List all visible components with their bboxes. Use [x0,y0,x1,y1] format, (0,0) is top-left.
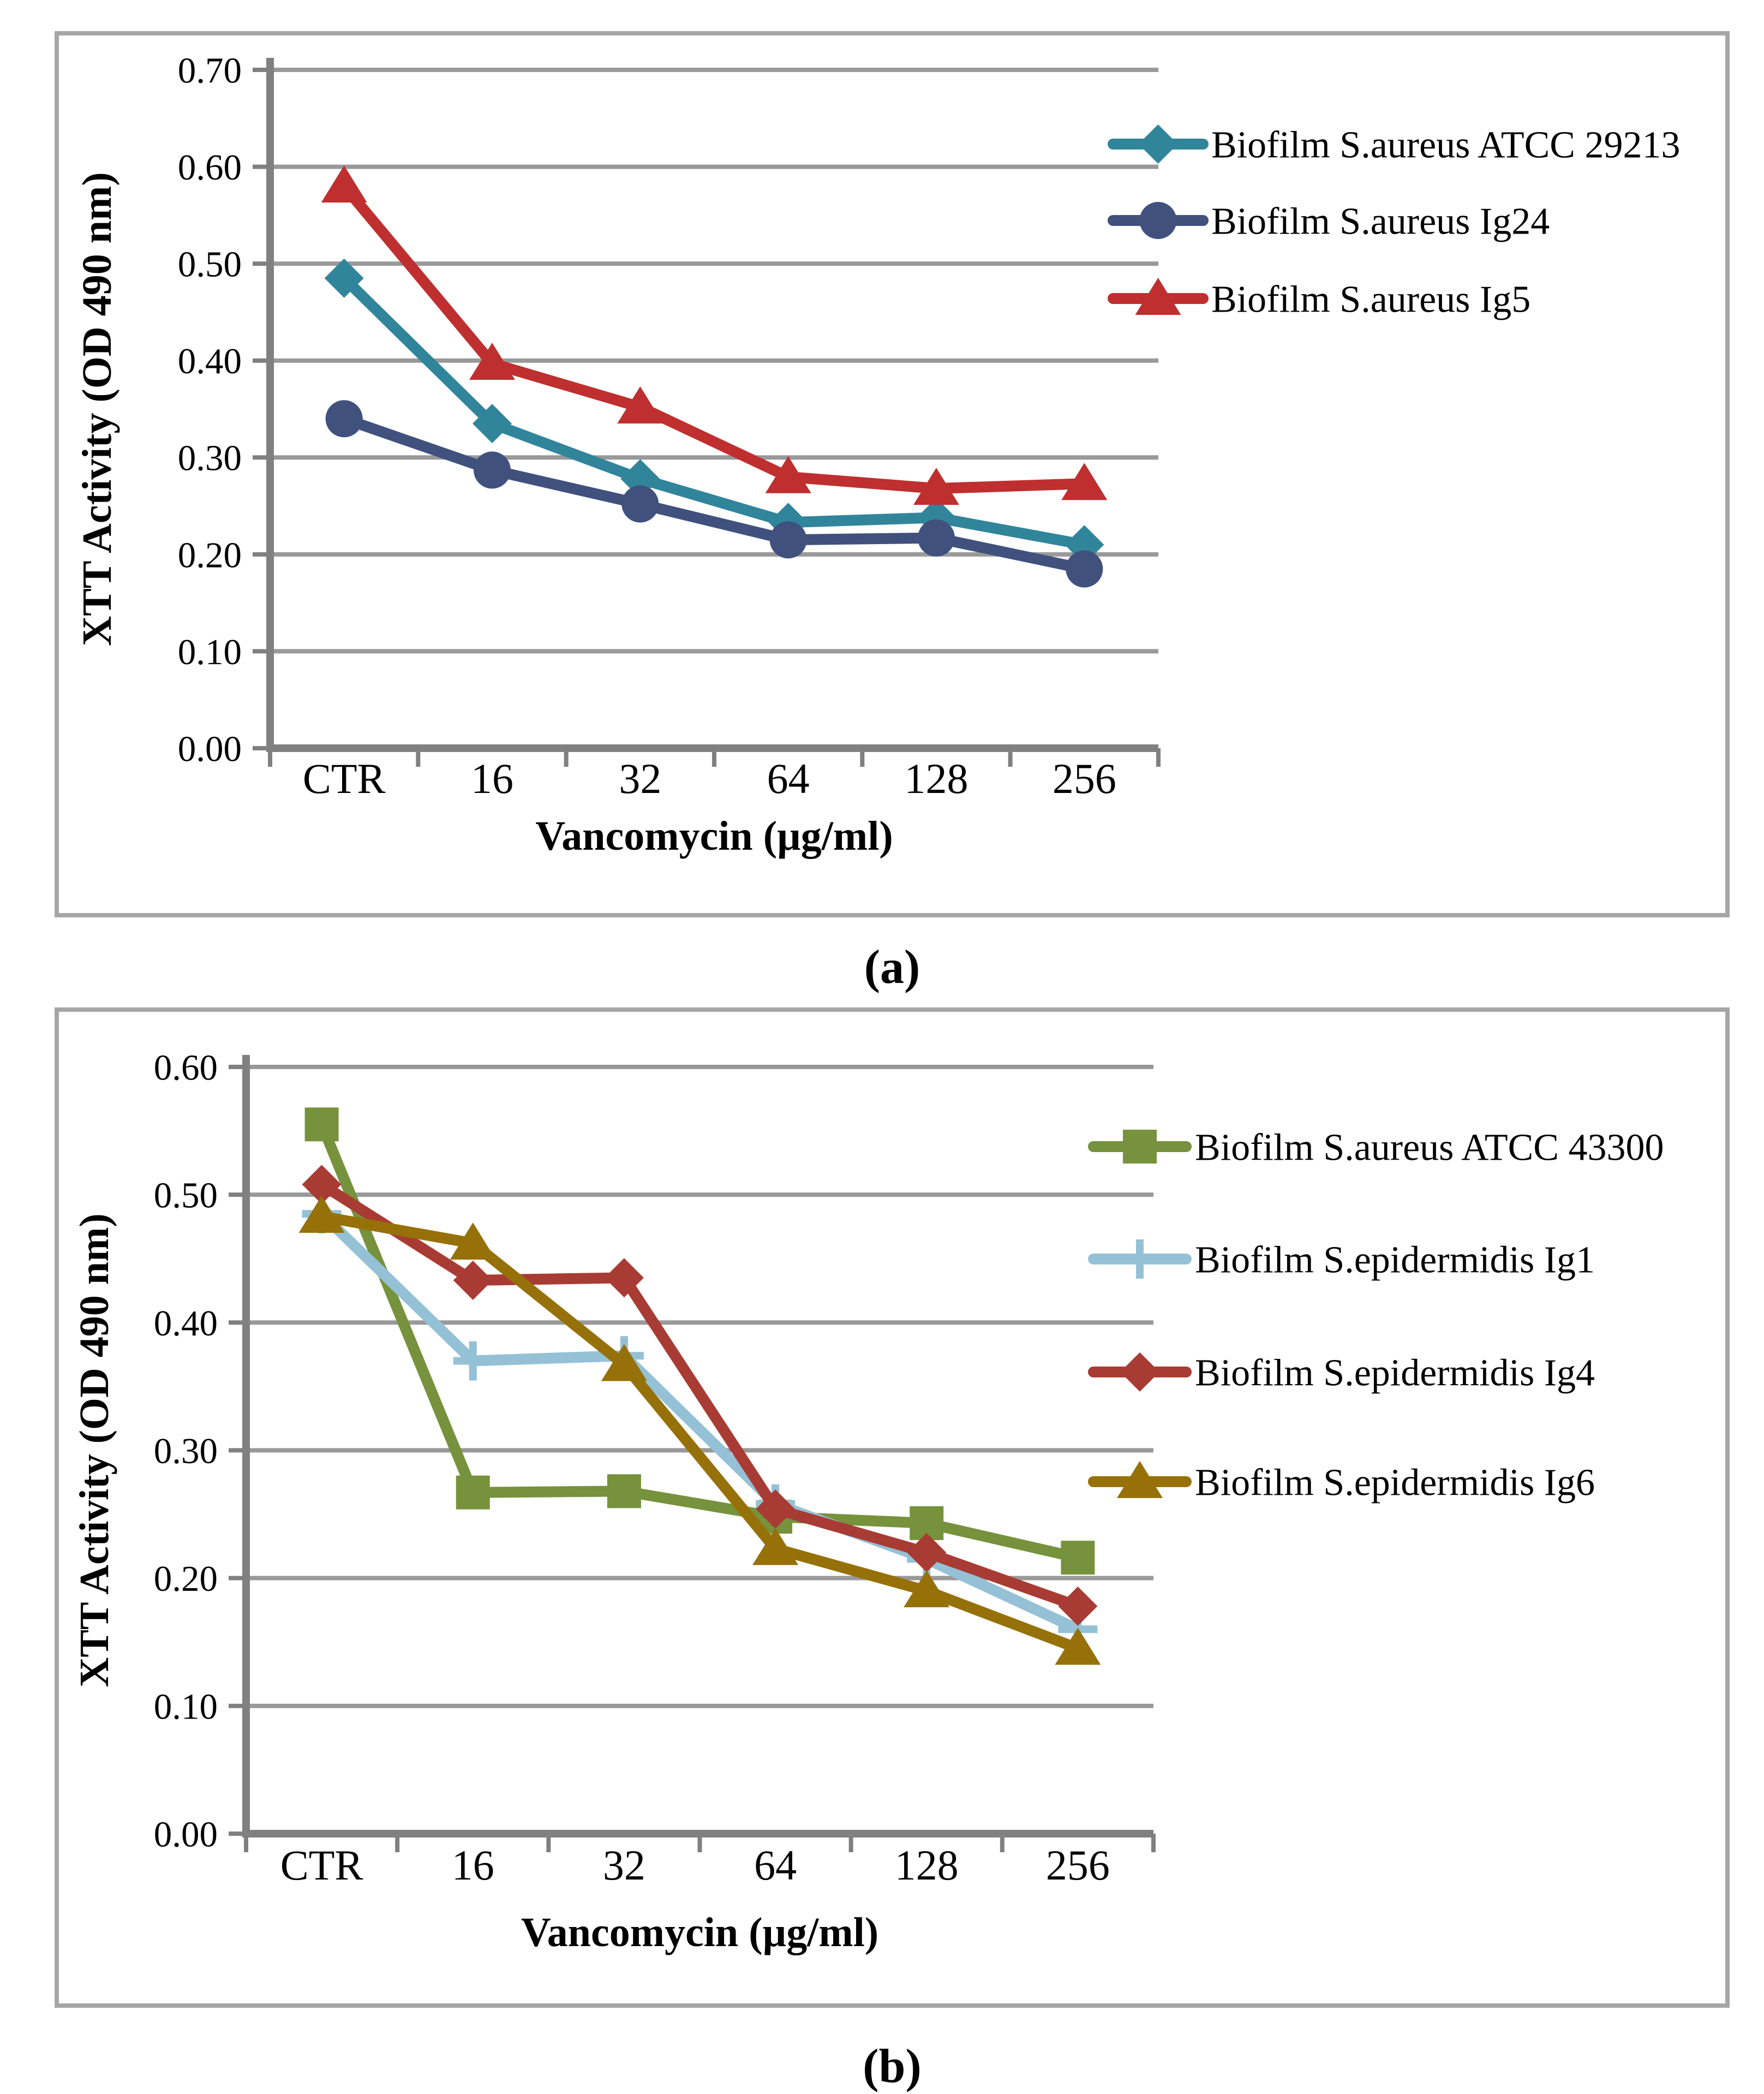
x-tick-labels [303,755,1116,802]
legend-circle-icon [1140,202,1177,239]
y-tick-label: 0.50 [153,1175,218,1216]
y-tick-label: 0.40 [177,341,242,382]
legend-diamond-icon [1139,124,1178,164]
y-tick-label: 0.10 [153,1686,218,1727]
y-tick-label: 0.50 [177,244,242,285]
triangle-marker-icon [321,165,367,202]
x-tick-label: 16 [471,755,513,802]
legend [1093,1127,1664,1504]
legend-label: Biofilm S.aureus ATCC 29213 [1211,124,1681,166]
chart-b-plot [59,1012,1725,2003]
gridlines [270,70,1158,651]
legend-item [1113,278,1530,321]
y-tick-labels [178,50,242,769]
y-tick-label: 0.20 [177,535,242,576]
x-tick-labels [280,1841,1110,1889]
x-tick-label: 128 [904,755,968,802]
square-marker-icon [1061,1541,1095,1574]
circle-marker-icon [326,400,363,437]
circle-marker-icon [474,451,511,488]
y-axis-title: XTT Activity (OD 490 nm) [71,1213,117,1687]
x-axis-title: Vancomycin (µg/ml) [535,813,893,859]
square-marker-icon [607,1474,641,1508]
x-tick-label: 128 [894,1841,959,1889]
x-tick-label: 64 [767,755,810,802]
series-1 [326,400,1103,587]
legend-diamond-icon [1120,1352,1159,1392]
legend-label: Biofilm S.epidermidis Ig1 [1195,1239,1595,1281]
x-tick-label: CTR [302,755,386,802]
series-line [344,186,1085,488]
legend-label: Biofilm S.aureus Ig24 [1211,200,1550,243]
series-1 [302,1194,1098,1649]
legend-plus-icon [1120,1239,1159,1279]
y-tick-label: 0.00 [177,729,242,769]
y-tick-label: 0.40 [153,1303,218,1344]
y-tick-label: 0.00 [153,1814,218,1855]
chart-panel-a [55,31,1730,917]
x-tick-label: CTR [280,1841,363,1889]
x-axis-title: Vancomycin (µg/ml) [521,1910,879,1955]
square-marker-icon [305,1107,339,1141]
square-marker-icon [456,1476,490,1510]
legend-item [1113,201,1550,243]
caption-a: (a) [864,941,920,994]
x-tick-label: 16 [451,1841,494,1889]
circle-marker-icon [918,520,955,557]
y-tick-label: 0.70 [177,50,242,91]
y-tick-label: 0.60 [153,1047,218,1088]
circle-marker-icon [770,521,807,558]
legend-item [1093,1461,1595,1504]
x-tick-label: 32 [602,1841,645,1889]
legend-label: Biofilm S.epidermidis Ig4 [1195,1352,1595,1394]
y-tick-labels [154,1047,218,1854]
y-axis-title: XTT Activity (OD 490 nm) [74,172,120,646]
y-tick-label: 0.60 [177,147,242,188]
x-tick-label: 256 [1045,1841,1110,1889]
circle-marker-icon [1066,550,1103,587]
legend-item [1093,1127,1664,1169]
y-tick-label: 0.20 [153,1559,218,1600]
series-0 [305,1107,1095,1574]
y-tick-label: 0.10 [177,631,242,672]
x-tick-label: 64 [754,1841,797,1889]
axes [253,58,1158,767]
chart-a-plot [59,35,1725,913]
legend-label: Biofilm S.epidermidis Ig6 [1195,1461,1595,1504]
series-line [322,1124,1078,1558]
caption-b: (b) [863,2040,922,2093]
legend-square-icon [1123,1130,1157,1164]
legend [1113,124,1680,321]
chart-panel-b [55,1007,1730,2008]
legend-item [1093,1239,1595,1281]
x-tick-label: 32 [619,755,662,802]
legend-label: Biofilm S.aureus ATCC 43300 [1195,1126,1664,1169]
y-tick-label: 0.30 [177,438,242,479]
x-tick-label: 256 [1052,755,1116,802]
circle-marker-icon [621,486,659,523]
legend-label: Biofilm S.aureus Ig5 [1211,278,1531,321]
legend-item [1113,124,1680,166]
legend-item [1093,1352,1595,1394]
y-tick-label: 0.30 [153,1430,218,1471]
